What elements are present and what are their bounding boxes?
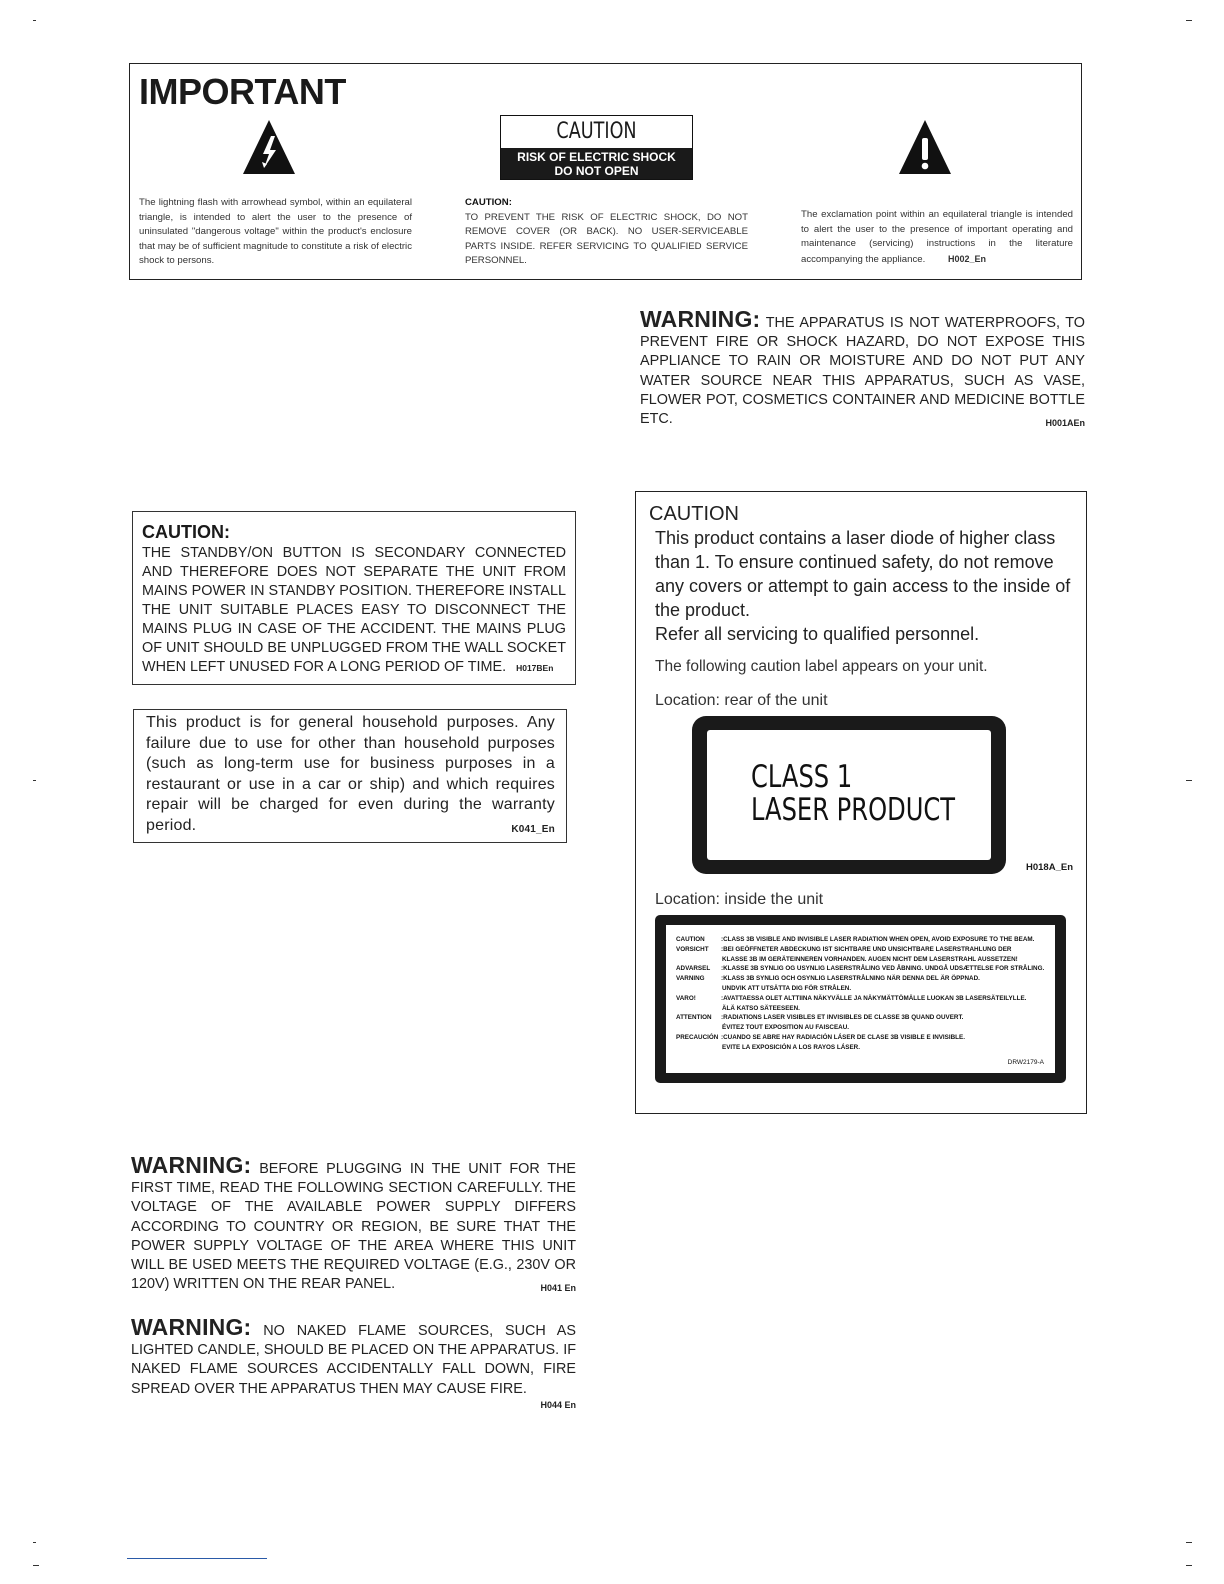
inner-label-value: ÄLÄ KATSO SÄTEESEEN. xyxy=(722,1004,800,1012)
laser-follow-text: The following caution label appears on your unit. xyxy=(655,658,988,675)
inner-label-value: ÉVITEZ TOUT EXPOSITION AU FAISCEAU. xyxy=(722,1024,850,1032)
standby-heading: CAUTION: xyxy=(142,522,230,542)
standby-text: THE STANDBY/ON BUTTON IS SECONDARY CONNECTED AND THEREFORE DOES NOT SEPARATE THE UNIT FROM MAINS POWER IN STANDBY POSITION. THEREFORE INSTALL THE UNIT SUITABLE PLACES EASY TO DISCONNECT THE MAINS PLUG IN CASE OF THE ACCIDENT. THE MAINS PLUG OF UNIT SHOULD BE UNPLUGGED FROM THE WALL SOCKET WHEN LEFT UNUSED FOR A LONG PERIOD OF TIME. xyxy=(142,545,566,675)
inner-label-value: :AVATTAESSA OLET ALTTIINA NÄKYVÄLLE JA NÄKYMÄTTÖMÄLLE LUOKAN 3B LASERSÄTEILYLLE. xyxy=(721,994,1027,1002)
warning-code: H044 En xyxy=(540,1399,576,1410)
inner-label-value: :CLASS 3B VISIBLE AND INVISIBLE LASER RADIATION WHEN OPEN, AVOID EXPOSURE TO THE BEAM. xyxy=(721,936,1035,943)
inner-label-code: DRW2179-A xyxy=(1007,1059,1044,1066)
caution-text: TO PREVENT THE RISK OF ELECTRIC SHOCK, DO NOT REMOVE COVER (OR BACK). NO USER-SERVICEABLE PARTS INSIDE. REFER SERVICING TO QUALIFIED SERVICE PERSONNEL. xyxy=(465,211,748,266)
crop-mark xyxy=(1186,1542,1192,1543)
warning-text: THE APPARATUS IS NOT WATERPROOFS, TO PREVENT FIRE OR SHOCK HAZARD, DO NOT EXPOSE THIS APPLIANCE TO RAIN OR MOISTURE AND DO NOT PUT ANY WATER SOURCE NEAR THIS APPARATUS, SUCH AS VASE, FLOWER POT, COSMETICS CONTAINER AND MEDICINE BOTTLE ETC. xyxy=(640,315,1085,428)
inner-label-value: UNDVIK ATT UTSÄTTA DIG FÖR STRÅLEN. xyxy=(722,984,852,992)
household-body xyxy=(146,713,555,836)
inner-label-value: :KLASS 3B SYNLIG OCH OSYNLIG LASERSTRÅLNING NÄR DENNA DEL ÄR ÖPPNAD. xyxy=(721,975,980,983)
exclamation-symbol-description xyxy=(801,208,1073,267)
warning-voltage xyxy=(131,1152,577,1294)
important-title: IMPORTANT xyxy=(139,71,346,112)
electric-shock-caution-label xyxy=(500,115,693,180)
inner-laser-label xyxy=(655,915,1066,1083)
standby-caution-box xyxy=(132,511,576,685)
laser-location-rear: Location: rear of the unit xyxy=(655,692,828,709)
inner-label-line xyxy=(676,1043,1044,1053)
inner-label-key: ATTENTION xyxy=(676,1014,712,1022)
warning-code: H041 En xyxy=(540,1283,576,1294)
inner-label-value: :CUANDO SE ABRE HAY RADIACIÓN LÁSER DE CLASE 3B VISIBLE E INVISIBLE. xyxy=(721,1033,965,1041)
caution-label-line2: DO NOT OPEN xyxy=(554,164,639,178)
inner-label-line xyxy=(676,964,1044,974)
inner-label-key: VARO! xyxy=(676,994,696,1002)
warning-code: H001AEn xyxy=(1045,418,1085,429)
crop-mark xyxy=(33,1565,39,1566)
crop-mark xyxy=(1186,1565,1192,1566)
warning-heading: WARNING: xyxy=(131,1314,252,1340)
inner-label-key: PRECAUCIÓN xyxy=(676,1033,719,1041)
crop-mark xyxy=(1186,20,1192,21)
lightning-symbol-description: The lightning flash with arrowhead symbol, within an equilateral triangle, is intended to alert the user to the presence of uninsulated "dangerous voltage" within the product's enclosure that may be of sufficient magnitude to constitute a risk of electric shock to persons. xyxy=(139,197,412,266)
inner-label-line xyxy=(676,1004,1044,1014)
class1-laser-label xyxy=(692,716,1006,874)
warning-waterproof xyxy=(640,306,1085,429)
crop-mark xyxy=(33,1542,36,1543)
inner-label-key: VORSICHT xyxy=(676,945,709,953)
caution-heading: CAUTION: xyxy=(465,197,512,208)
household-notice-box xyxy=(133,709,567,843)
inner-label-value: EVITE LA EXPOSICIÓN A LOS RAYOS LÁSER. xyxy=(722,1043,860,1051)
inner-label-key: VARNING xyxy=(676,975,705,983)
lightning-warning-icon xyxy=(241,118,297,176)
class1-line2: LASER PRODUCT xyxy=(751,792,956,828)
caution-label-title: CAUTION xyxy=(556,119,637,144)
standby-body xyxy=(142,544,566,678)
crop-mark xyxy=(1186,780,1192,781)
inner-label-line xyxy=(676,1023,1044,1033)
laser-body-text-2: Refer all servicing to qualified personnel. xyxy=(655,624,980,644)
exclamation-text: The exclamation point within an equilateral triangle is intended to alert the user to the presence of important operating and maintenance (servicing) instructions in the literature accompanying the appliance. xyxy=(801,209,1073,265)
household-text: This product is for general household purposes. Any failure due to use for other than household purposes (such as long-term use for business purposes in a restaurant or use in a car or ship) and which requires repair will be charged for even during the warranty period. xyxy=(146,714,555,834)
inner-label-key: ADVARSEL xyxy=(676,965,711,973)
laser-location-inside: Location: inside the unit xyxy=(655,891,824,908)
warning-heading: WARNING: xyxy=(131,1152,252,1178)
standby-code: H017BEn xyxy=(516,663,554,673)
laser-code: H018A_En xyxy=(1026,862,1073,873)
inner-label-line xyxy=(676,974,1044,984)
caution-label-band xyxy=(501,148,692,179)
warning-heading: WARNING: xyxy=(640,306,761,332)
inner-label-line xyxy=(676,984,1044,994)
inner-label-text xyxy=(676,935,1044,1053)
inner-label-line xyxy=(676,955,1044,965)
class1-label-text xyxy=(751,761,955,827)
inner-label-value: :RADIATIONS LASER VISIBLES ET INVISIBLES DE CLASSE 3B QUAND OUVERT. xyxy=(721,1014,964,1022)
exclamation-code: H002_En xyxy=(947,253,986,264)
warning-text: BEFORE PLUGGING IN THE UNIT FOR THE FIRST TIME, READ THE FOLLOWING SECTION CAREFULLY. THE VOLTAGE OF THE AVAILABLE POWER SUPPLY DIFFERS ACCORDING TO COUNTRY OR REGION, BE SURE THAT THE POWER SUPPLY VOLTAGE OF THE AREA WHERE THIS UNIT WILL BE USED MEETS THE REQUIRED VOLTAGE (E.G., 230V OR 120V) WRITTEN ON THE REAR PANEL. xyxy=(131,1161,577,1293)
laser-body-text: This product contains a laser diode of higher class than 1. To ensure continued safety, do not remove any covers or attempt to gain access to the inside of the product. xyxy=(655,528,1071,620)
crop-mark xyxy=(33,780,36,781)
laser-caution-body xyxy=(655,526,1080,646)
inner-label-line xyxy=(676,1033,1044,1043)
warning-flame xyxy=(131,1314,577,1411)
laser-caution-title: CAUTION xyxy=(649,503,739,525)
inner-label-box xyxy=(666,925,1055,1073)
caution-notice xyxy=(465,196,748,269)
inner-label-value: :KLASSE 3B SYNLIG OG USYNLIG LASERSTRÅLING VED ÅBNING. UNDGÅ UDSÆTTELSE FOR STRÅLING. xyxy=(721,965,1045,973)
household-code: K041_En xyxy=(511,823,555,835)
inner-label-line xyxy=(676,935,1044,945)
inner-label-line xyxy=(676,994,1044,1004)
footer-line xyxy=(127,1558,267,1559)
inner-label-key: CAUTION xyxy=(676,936,705,943)
inner-label-line xyxy=(676,945,1044,955)
crop-mark xyxy=(33,20,36,21)
inner-label-value: :BEI GEÖFFNETER ABDECKUNG IST SICHTBARE UND UNSICHTBARE LASERSTRAHLUNG DER xyxy=(721,945,1012,953)
caution-label-line1: RISK OF ELECTRIC SHOCK xyxy=(517,150,676,164)
class1-line1: CLASS 1 xyxy=(751,759,853,795)
class1-label-inner xyxy=(707,730,991,860)
inner-label-value: KLASSE 3B IM GERÄTEINNEREN VORHANDEN. AUGEN NICHT DEM LASERSTRAHL AUSSETZEN! xyxy=(722,955,1018,963)
warning-text: NO NAKED FLAME SOURCES, SUCH AS LIGHTED CANDLE, SHOULD BE PLACED ON THE APPARATUS. IF NAKED FLAME SOURCES ACCIDENTALLY FALL DOWN, FIRE SPREAD OVER THE APPARATUS THEN MAY CAUSE FIRE. xyxy=(131,1323,577,1397)
exclamation-warning-icon xyxy=(897,118,953,176)
inner-label-line xyxy=(676,1013,1044,1023)
